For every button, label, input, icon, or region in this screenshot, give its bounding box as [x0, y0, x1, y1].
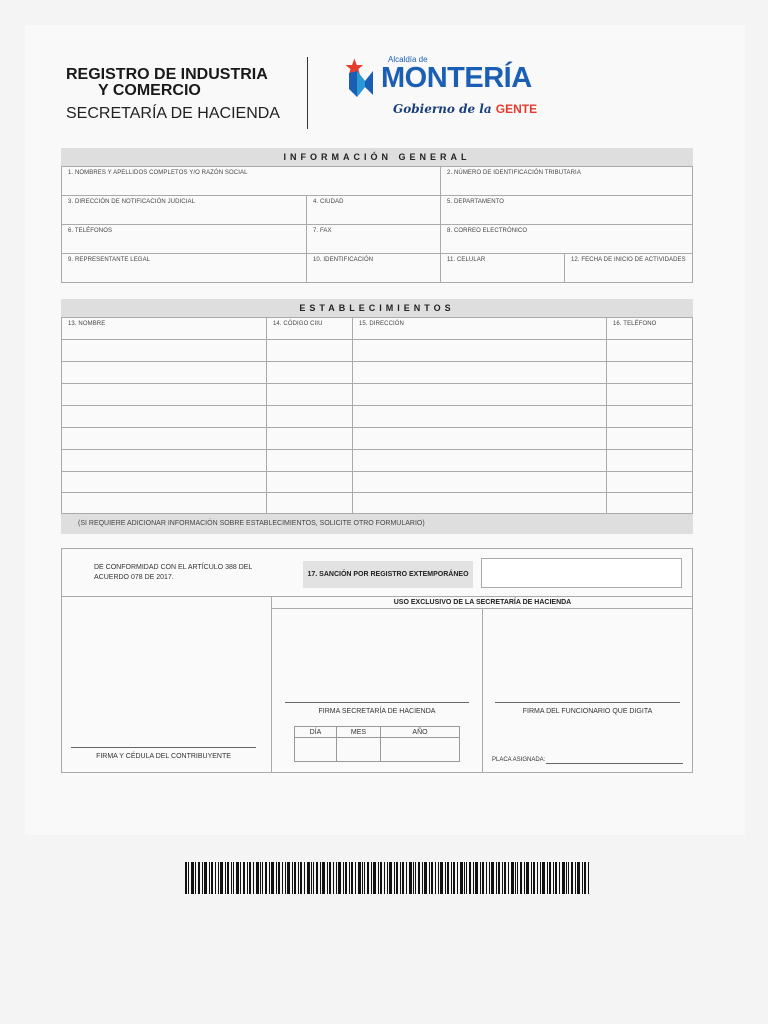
column-header-ciiu: 14. CÓDIGO CIIU	[267, 318, 353, 340]
column-header-telefono: 16. TELÉFONO	[607, 318, 693, 340]
header-divider	[307, 57, 308, 129]
firma-contribuyente-label: FIRMA Y CÉDULA DEL CONTRIBUYENTE	[96, 753, 231, 760]
table-cell[interactable]	[62, 450, 267, 472]
date-field-dia[interactable]	[295, 738, 337, 761]
monteria-logo	[345, 52, 560, 127]
field-representante[interactable]: 9. REPRESENTANTE LEGAL	[62, 254, 307, 283]
logo-tagline	[393, 102, 537, 116]
logo-main-text: MONTERÍA	[381, 62, 532, 94]
form-title-line1: REGISTRO DE INDUSTRIA	[66, 66, 268, 83]
field-direccion-notificacion[interactable]: 3. DIRECCIÓN DE NOTIFICACIÓN JUDICIAL	[62, 196, 307, 225]
date-header-ano: AÑO	[381, 727, 459, 738]
date-field-ano[interactable]	[381, 738, 459, 761]
column-header-nombre: 13. NOMBRE	[62, 318, 267, 340]
general-section-table	[61, 166, 693, 283]
table-cell[interactable]	[62, 493, 267, 514]
table-cell[interactable]	[267, 472, 353, 493]
table-cell[interactable]	[607, 493, 693, 514]
logo-tagline-text: Gobierno de la	[393, 102, 496, 116]
vertical-divider-right	[482, 609, 483, 773]
table-cell[interactable]	[353, 450, 607, 472]
signature-line-secretaria	[285, 702, 469, 703]
table-cell[interactable]	[607, 406, 693, 428]
establishments-section-header: ESTABLECIMIENTOS	[61, 299, 693, 317]
sanction-amount-field[interactable]	[481, 558, 682, 588]
table-cell[interactable]	[353, 472, 607, 493]
table-cell[interactable]	[353, 428, 607, 450]
field-celular[interactable]: 11. CELULAR	[441, 254, 565, 283]
table-cell[interactable]	[353, 340, 607, 362]
table-cell[interactable]	[62, 472, 267, 493]
vertical-divider-left	[271, 596, 272, 773]
table-cell[interactable]	[607, 472, 693, 493]
field-nit[interactable]: 2. NÚMERO DE IDENTIFICACIÓN TRIBUTARIA	[441, 167, 693, 196]
date-header-dia: DÍA	[295, 727, 337, 738]
logo-tagline-gente: GENTE	[495, 102, 538, 116]
sanction-label: 17. SANCIÓN POR REGISTRO EXTEMPORÁNEO	[303, 561, 473, 588]
sanction-legal-text: DE CONFORMIDAD CON EL ARTÍCULO 388 DEL ACUERDO 078 DE 2017.	[94, 564, 253, 581]
table-cell[interactable]	[62, 340, 267, 362]
establishments-note: (SI REQUIERE ADICIONAR INFORMACIÓN SOBRE ESTABLECIMIENTOS, SOLICITE OTRO FORMULARIO)	[61, 514, 693, 534]
table-cell[interactable]	[267, 340, 353, 362]
field-telefonos[interactable]: 6. TELÉFONOS	[62, 225, 307, 254]
table-cell[interactable]	[607, 362, 693, 384]
logo-top-text: Alcaldía de	[388, 55, 428, 64]
field-fecha-inicio[interactable]: 12. FECHA DE INICIO DE ACTIVIDADES	[565, 254, 693, 283]
field-fax[interactable]: 7. FAX	[307, 225, 441, 254]
table-cell[interactable]	[62, 428, 267, 450]
field-identificacion[interactable]: 10. IDENTIFICACIÓN	[307, 254, 441, 283]
table-cell[interactable]	[353, 493, 607, 514]
table-cell[interactable]	[62, 406, 267, 428]
field-nombres[interactable]: 1. NOMBRES Y APELLIDOS COMPLETOS Y/O RAZÓN SOCIAL	[62, 167, 441, 196]
table-cell[interactable]	[607, 450, 693, 472]
field-departamento[interactable]: 5. DEPARTAMENTO	[441, 196, 693, 225]
table-cell[interactable]	[353, 362, 607, 384]
form-title-line2: Y COMERCIO	[98, 82, 201, 99]
table-cell[interactable]	[62, 362, 267, 384]
date-table	[294, 726, 460, 762]
table-cell[interactable]	[62, 384, 267, 406]
star-flag-icon	[345, 57, 375, 99]
table-cell[interactable]	[267, 493, 353, 514]
firma-secretaria-label: FIRMA SECRETARÍA DE HACIENDA	[318, 708, 436, 715]
signature-line-funcionario	[495, 702, 680, 703]
placa-label: PLACA ASIGNADA:	[492, 757, 546, 763]
barcode	[185, 862, 589, 894]
field-correo[interactable]: 8. CORREO ELECTRÓNICO	[441, 225, 693, 254]
table-cell[interactable]	[267, 406, 353, 428]
general-section-header: INFORMACIÓN GENERAL	[61, 148, 693, 166]
firma-funcionario-label: FIRMA DEL FUNCIONARIO QUE DIGITA	[522, 708, 653, 715]
table-cell[interactable]	[267, 362, 353, 384]
form-subtitle: SECRETARÍA DE HACIENDA	[66, 105, 280, 122]
date-header-mes: MES	[337, 727, 381, 738]
table-cell[interactable]	[267, 428, 353, 450]
table-cell[interactable]	[607, 428, 693, 450]
table-cell[interactable]	[353, 384, 607, 406]
table-cell[interactable]	[267, 450, 353, 472]
table-cell[interactable]	[607, 340, 693, 362]
placa-line	[546, 763, 683, 764]
table-cell[interactable]	[353, 406, 607, 428]
table-cell[interactable]	[267, 384, 353, 406]
establishments-table	[61, 317, 693, 514]
date-field-mes[interactable]	[337, 738, 381, 761]
column-header-direccion: 15. DIRECCIÓN	[353, 318, 607, 340]
field-ciudad[interactable]: 4. CIUDAD	[307, 196, 441, 225]
uso-exclusivo-header: USO EXCLUSIVO DE LA SECRETARÍA DE HACIENDA	[272, 597, 693, 609]
table-cell[interactable]	[607, 384, 693, 406]
signature-line-contribuyente	[71, 747, 256, 748]
